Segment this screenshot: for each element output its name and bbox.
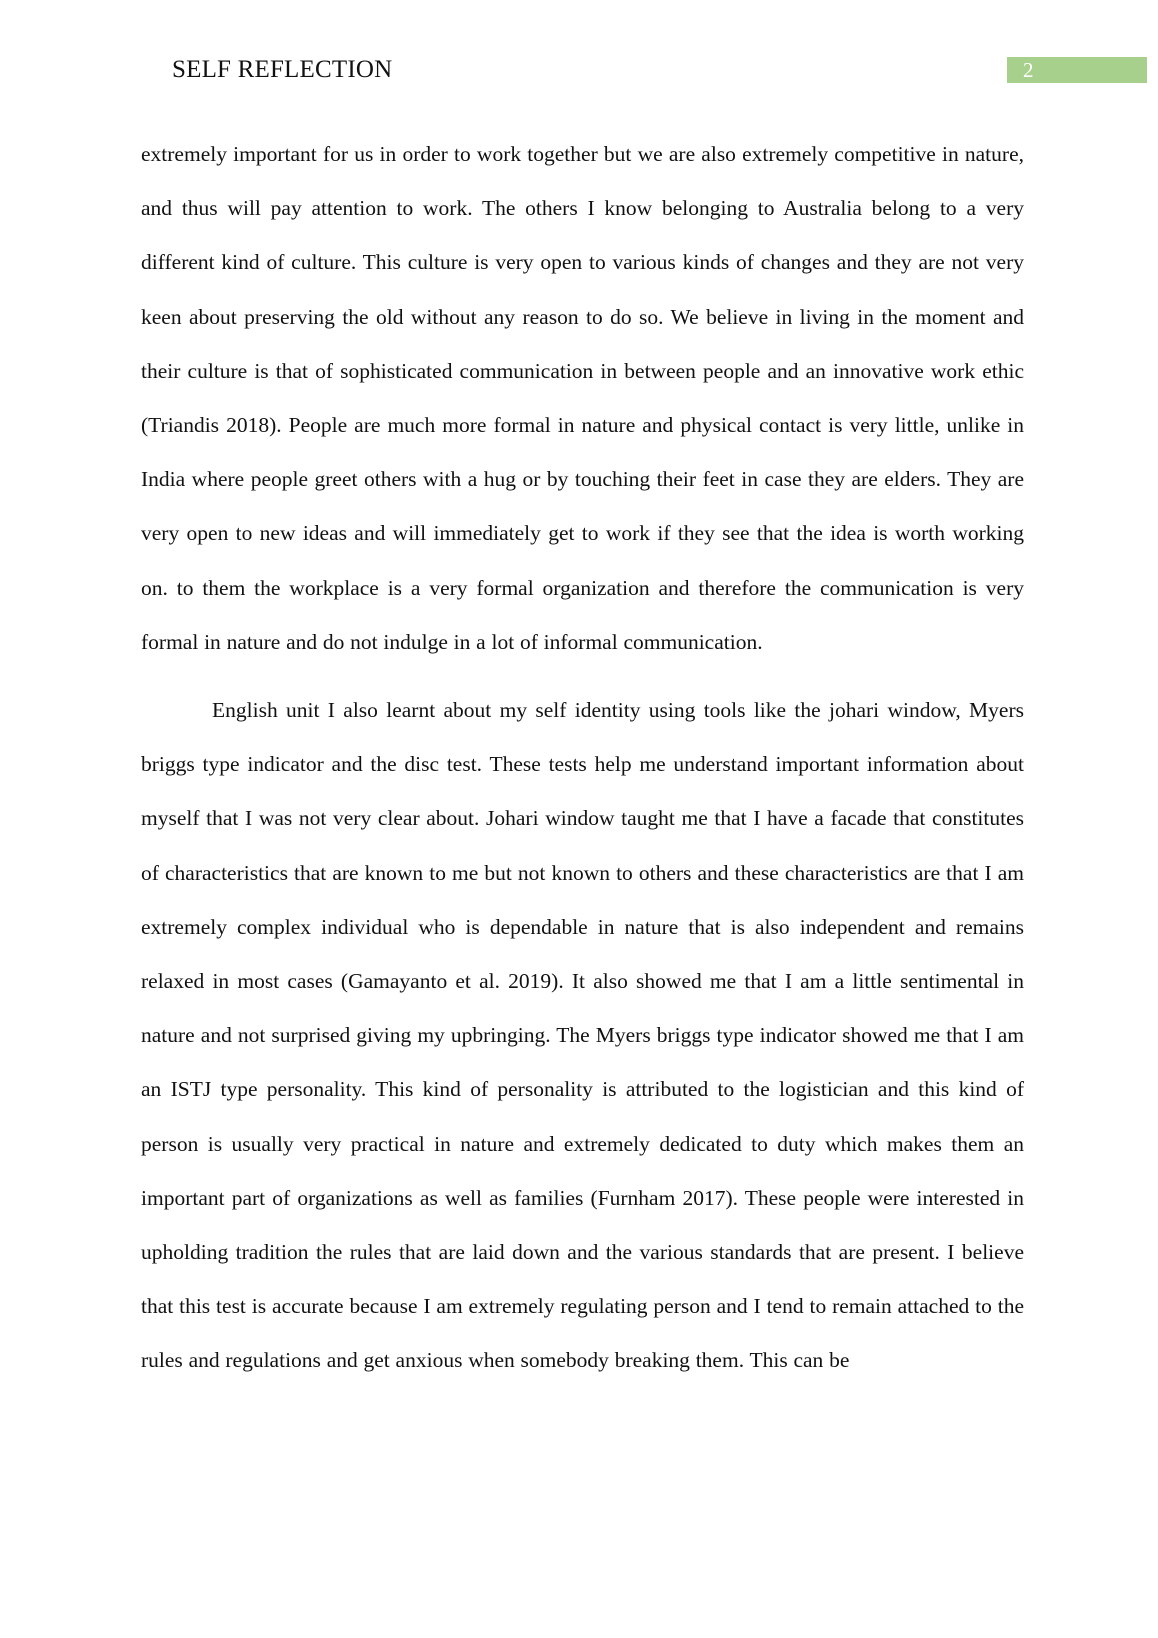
page-number-badge [1007, 57, 1147, 83]
running-header-title: SELF REFLECTION [172, 56, 393, 83]
body-paragraph-2: English unit I also learnt about my self identity using tools like the johari window, Myers briggs type indicator and the disc test. These tests help me understand important information about myself that I was not very clear about. Johari window taught me that I have a facade that constitutes of characteristics that are known to me but not known to others and these characteristics are that I am extremely complex individual who is dependable in nature that is also independent and remains relaxed in most cases (Gamayanto et al. 2019). It also showed me that I am a little sentimental in nature and not surprised giving my upbringing. The Myers briggs type indicator showed me that I am an ISTJ type personality. This kind of personality is attributed to the logistician and this kind of person is usually very practical in nature and extremely dedicated to duty which makes them an important part of organizations as well as families (Furnham 2017). These people were interested in upholding tradition the rules that are laid down and the various standards that are present. I believe that this test is accurate because I am extremely regulating person and I tend to remain attached to the rules and regulations and get anxious when somebody breaking them. This can be [141, 698, 1024, 1373]
body-paragraph-1: extremely important for us in order to work together but we are also extremely competitive in nature, and thus will pay attention to work. The others I know belonging to Australia belong to a very different kind of culture. This culture is very open to various kinds of changes and they are not very keen about preserving the old without any reason to do so. We believe in living in the moment and their culture is that of sophisticated communication in between people and an innovative work ethic (Triandis 2018). People are much more formal in nature and physical contact is very little, unlike in India where people greet others with a hug or by touching their feet in case they are elders. They are very open to new ideas and will immediately get to work if they see that the idea is worth working on. to them the workplace is a very formal organization and therefore the communication is very formal in nature and do not indulge in a lot of informal communication. [141, 142, 1024, 654]
document-body [141, 127, 1024, 1388]
page-number: 2 [1023, 58, 1034, 82]
